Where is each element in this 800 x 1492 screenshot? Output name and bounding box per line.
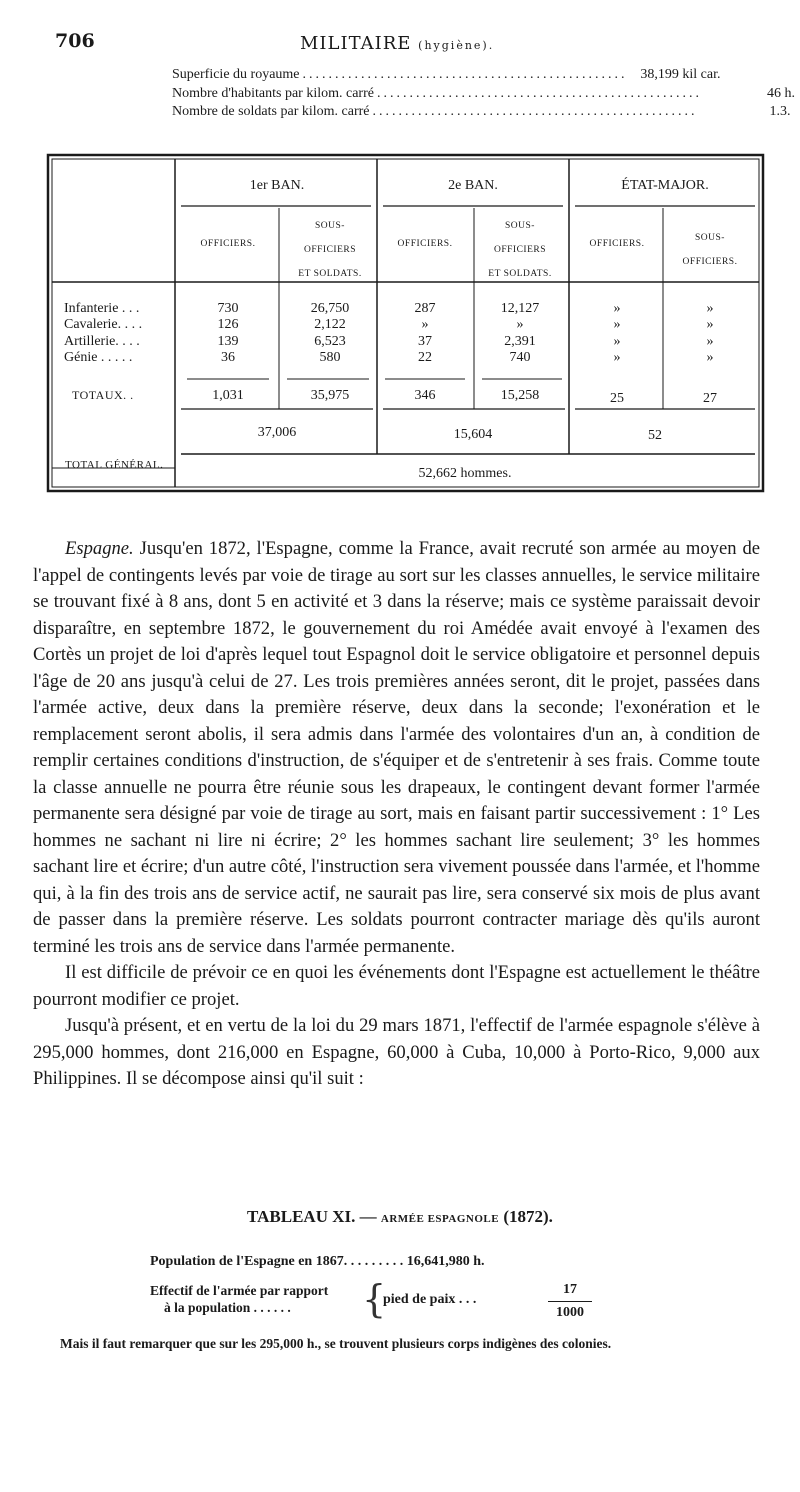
group-header-etat-major: ÉTAT-MAJOR. <box>621 178 709 193</box>
army-table <box>47 154 764 492</box>
brace: { <box>362 1277 387 1321</box>
totaux-cell: 27 <box>703 391 717 406</box>
table-cell: 126 <box>217 317 239 332</box>
paragraph: Il est difficile de prévoir ce en quoi les événements dont l'Espagne est actuellement le théâtre pourront modifier ce projet. <box>33 962 760 1010</box>
stat-value: 1.3. <box>769 104 791 119</box>
totaux-cell: 1,031 <box>212 388 244 403</box>
table-cell: » <box>613 334 621 349</box>
table-cell: » <box>706 350 714 365</box>
population-line: Population de l'Espagne en 1867. . . . . . . . . 16,641,980 h. <box>150 1254 485 1269</box>
totaux-cell: 346 <box>414 388 436 403</box>
table-cell: 740 <box>509 350 531 365</box>
table-cell: 2,391 <box>504 334 536 349</box>
totaux-cell: 25 <box>610 391 624 406</box>
table-cell: 37 <box>418 334 432 349</box>
subheader-officiers: OFFICIERS. <box>200 239 256 249</box>
running-title <box>300 33 494 54</box>
running-title-main: MILITAIRE <box>300 33 412 54</box>
row-label: Infanterie . . . <box>64 301 140 316</box>
table-cell: » <box>706 334 714 349</box>
subheader-sous-officiers: SOUS- OFFICIERS ET SOLDATS. <box>488 221 552 279</box>
group-header-2e-ban: 2e BAN. <box>448 178 498 193</box>
effectif-label: Effectif de l'armée par rapport à la population . . . . . . <box>150 1283 329 1315</box>
subheader-sous-officiers: SOUS- OFFICIERS ET SOLDATS. <box>298 221 362 279</box>
table-cell: » <box>613 301 621 316</box>
page-number: 706 <box>55 30 95 52</box>
table-cell: » <box>516 317 524 332</box>
ratio-fraction: 17 1000 <box>548 1280 592 1323</box>
stat-row: Nombre d'habitants par kilom. carré .................................................. 46 h. <box>172 85 652 104</box>
row-label: Artillerie. . . . <box>64 334 140 349</box>
table-cell: 26,750 <box>310 301 350 316</box>
statistics-block <box>172 66 795 122</box>
table-cell: 36 <box>221 350 235 365</box>
paragraph-lead: Espagne. <box>65 538 134 559</box>
table-cell: 2,122 <box>314 317 346 332</box>
subtotal-etat-major: 52 <box>648 428 662 443</box>
table-cell: » <box>613 317 621 332</box>
subheader-sous-officiers: SOUS- OFFICIERS. <box>682 233 738 267</box>
stat-row: Superficie du royaume .................................................. 38,199 kil car. <box>172 66 652 85</box>
totaux-cell: 15,258 <box>500 388 540 403</box>
table-cell: 287 <box>414 301 436 316</box>
tableau-title: TABLEAU XI. — ARMÉE ESPAGNOLE (1872). <box>247 1207 553 1226</box>
table-cell: 730 <box>217 301 239 316</box>
table-cell: » <box>421 317 429 332</box>
table-cell: 580 <box>319 350 341 365</box>
row-label: Génie . . . . . <box>64 350 133 365</box>
stat-label: Nombre de soldats par kilom. carré <box>172 104 370 119</box>
group-header-1er-ban: 1er BAN. <box>249 178 305 193</box>
paragraph: Jusqu'à présent, et en vertu de la loi du 29 mars 1871, l'effectif de l'armée espagnole s'élève à 295,000 hommes, dont 216,000 en Espagne, 60,000 à Cuba, 10,000 à Porto-Rico, 9,000 aux Philippines. Il se décompose ainsi qu'il suit : <box>33 1015 760 1089</box>
subheader-officiers: OFFICIERS. <box>589 239 645 249</box>
table-cell: » <box>706 301 714 316</box>
total-general-value: 52,662 hommes. <box>418 466 512 481</box>
subheader-officiers: OFFICIERS. <box>397 239 453 249</box>
stat-row: Nombre de soldats par kilom. carré .................................................. 1.3. <box>172 103 652 122</box>
pied-de-paix-label: pied de paix . . . <box>383 1292 477 1307</box>
running-title-sub: (hygiène). <box>418 39 495 52</box>
table-cell: 139 <box>217 334 239 349</box>
totaux-label: TOTAUX. . <box>72 388 134 402</box>
table-cell: 22 <box>418 350 432 365</box>
total-general-label: TOTAL GÉNÉRAL. <box>65 459 164 471</box>
paragraph: Espagne. Jusqu'en 1872, l'Espagne, comme la France, avait recruté son armée au moyen de l'appel de contingents levés par voie de tirage au sort sur les classes annuelles, le service militaire se trouvant fixé à 8 ans, dont 5 en activité et 3 dans la réserve; mais ce système paraissait devoir disparaître, en septembre 1872, le gouvernement du roi Amédée avait envoyé à l'examen des Cortès un projet de loi d'après lequel tout Espagnol doit le service obligatoire et personnel depuis l'âge de 20 ans jusqu'à celui de 27. Les trois premières années seront, dit le projet, passées dans l'armée active, deux dans la première réserve, deux dans la seconde; l'exonération et le remplacement seront abolis, il sera admis dans l'armée des volontaires d'un an, à condition de remplir certaines conditions d'instruction, de s'équiper et de s'entretenir à ses frais. Comme toute la classe annuelle ne pourra être réunie sous les drapeaux, le contingent devant former l'armée permanente sera désigné par voie de tirage au sort, mais en faisant partir successivement : 1° Les hommes ne sachant ni lire ni écrire; 2° les hommes sachant lire seulement; 3° les hommes sachant lire et écrire; d'un autre côté, l'instruction sera vivement poussée dans l'armée, et l'homme qui, à la fin des trois ans de service actif, ne saurait pas lire, sera conservé six mois de plus avant de passer dans la première réserve. Les soldats pourront contracter mariage dès qu'ils auront terminé les trois ans de service dans l'armée permanente. <box>33 538 760 957</box>
population-value: 16,641,980 h. <box>406 1254 485 1269</box>
stat-value: 38,199 kil car. <box>640 67 721 82</box>
subtotal-1er-ban: 37,006 <box>257 425 297 440</box>
row-label: Cavalerie. . . . <box>64 317 143 332</box>
body-text <box>33 536 760 1093</box>
stat-value: 46 h. <box>766 85 795 101</box>
table-cell: » <box>706 317 714 332</box>
totaux-cell: 35,975 <box>310 388 350 403</box>
table-cell: » <box>613 350 621 365</box>
stat-label: Nombre d'habitants par kilom. carré <box>172 85 374 101</box>
subtotal-2e-ban: 15,604 <box>453 427 493 442</box>
footnote: Mais il faut remarquer que sur les 295,000 h., se trouvent plusieurs corps indigènes des colonies. <box>60 1336 612 1351</box>
table-cell: 6,523 <box>314 334 346 349</box>
table-cell: 12,127 <box>500 301 540 316</box>
stat-label: Superficie du royaume <box>172 67 300 82</box>
